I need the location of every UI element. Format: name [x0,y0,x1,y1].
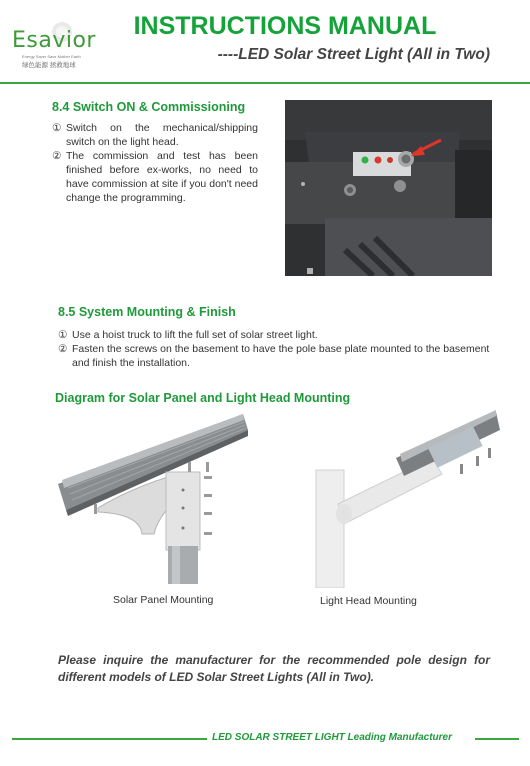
switch-photo [285,100,492,276]
list-text: Fasten the screws on the basement to have the pole base plate mounted to the basement and finish the installation. [72,343,490,369]
list-item [52,121,258,149]
list-number: ① [52,122,62,134]
list-number: ② [52,150,62,162]
light-head-mounting-diagram [300,408,500,588]
list-item [58,328,506,342]
footer-text: LED SOLAR STREET LIGHT Leading Manufacturer [212,732,453,743]
page-subtitle: ----LED Solar Street Light (All in Two) [217,46,490,63]
logo-chinese-tagline: 绿色能源 拯救地球 [22,62,76,69]
logo-tagline: Energy Saver Save Mother Earth [22,54,81,59]
section-8-4-list [52,121,258,205]
solar-panel-mounting-diagram [58,414,248,584]
list-text: Switch on the mechanical/shipping switch on the light head. [66,122,258,148]
manufacturer-note: Please inquire the manufacturer for the recommended pole design for different models of LED Solar Street Lights (All in Two). [58,653,490,684]
section-8-5-heading: 8.5 System Mounting & Finish [58,305,236,319]
list-number: ① [58,329,68,341]
section-8-5-list [58,328,506,370]
list-text: Use a hoist truck to lift the full set of solar street light. [72,329,318,341]
caption-solar-panel-mounting: Solar Panel Mounting [113,594,214,606]
list-number: ② [58,343,68,355]
footer-divider-right [475,738,519,740]
section-8-4-heading: 8.4 Switch ON & Commissioning [52,100,246,114]
switch-photo-drawing [285,100,492,276]
caption-light-head-mounting: Light Head Mounting [320,595,417,607]
diagram-heading: Diagram for Solar Panel and Light Head Mounting [55,391,351,405]
logo-wordmark: Esavior [12,28,96,53]
list-text: The commission and test has been finished before ex-works, no need to have commission at site if you don't need change the programming. [66,150,258,204]
page-title: INSTRUCTIONS MANUAL [133,12,437,40]
header-divider [0,82,530,84]
footer-divider-left [12,738,207,740]
list-item [52,149,258,205]
list-item [58,342,506,370]
